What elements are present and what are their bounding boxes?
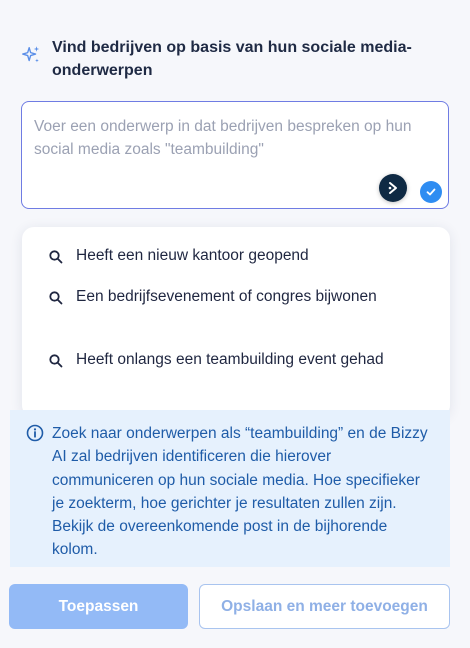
suggestion-item[interactable]	[48, 348, 408, 371]
checkmark-icon[interactable]	[420, 181, 442, 203]
suggestion-label: Heeft onlangs een teambuilding event gehad	[76, 351, 384, 368]
suggestion-label: Een bedrijfsevenement of congres bijwonen	[76, 288, 377, 305]
info-icon	[26, 424, 44, 442]
info-text: Zoek naar onderwerpen als “teambuilding” en de Bizzy AI zal bedrijven identificeren die hierover communiceren op hun sociale media. Hoe specifieker je zoekterm, hoe gerichter je resultaten zullen zijn. Bekijk de overeenkomende post in de bijhorende kolom.	[52, 425, 428, 559]
suggestion-label: Heeft een nieuw kantoor geopend	[76, 247, 309, 264]
topic-input-box[interactable]	[21, 101, 449, 209]
search-icon	[48, 353, 64, 369]
translate-extension-icon[interactable]	[379, 174, 407, 202]
search-icon	[48, 249, 64, 265]
panel-header	[20, 36, 440, 82]
save-and-add-more-button[interactable]: Opslaan en meer toevoegen	[199, 584, 450, 629]
apply-button[interactable]: Toepassen	[9, 584, 188, 629]
sparkle-icon	[20, 44, 42, 66]
panel-title: Vind bedrijven op basis van hun sociale media-onderwerpen	[52, 39, 412, 79]
search-icon	[48, 290, 64, 306]
suggestion-item[interactable]	[48, 285, 408, 308]
info-box	[10, 410, 450, 567]
suggestion-item[interactable]	[48, 244, 408, 267]
suggestions-dropdown	[22, 227, 450, 417]
